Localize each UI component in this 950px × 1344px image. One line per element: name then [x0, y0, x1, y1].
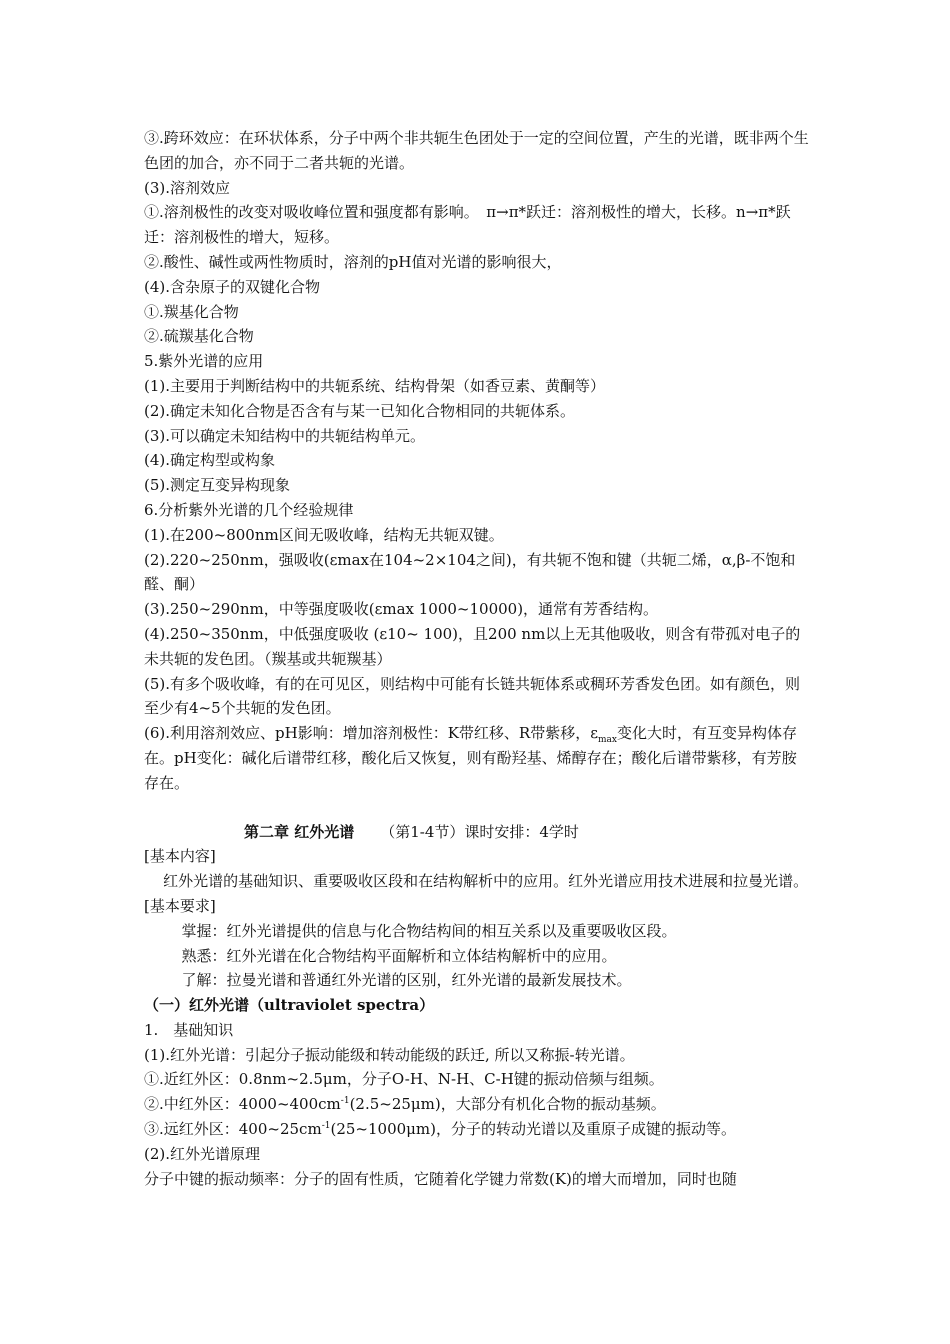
list-item — [144, 721, 810, 795]
requirement-item: 掌握：红外光谱提供的信息与化合物结构间的相互关系以及重要吸收区段。 — [181, 921, 677, 940]
list-item: (2).确定未知化合物是否含有与某一已知化合物相同的共轭体系。 — [144, 401, 576, 420]
requirement-item: 了解：拉曼光谱和普通红外光谱的区别，红外光谱的最新发展技术。 — [181, 971, 632, 990]
subheading: 6.分析紫外光谱的几个经验规律 — [144, 500, 354, 519]
text-run: (2.5~25μm)，大部分有机化合物的振动基频。 — [349, 1095, 666, 1114]
text-run: ②.中红外区：4000~400cm — [144, 1095, 341, 1114]
chapter-title: 第二章 红外光谱 — [244, 822, 355, 841]
list-item: ①.羰基化合物 — [144, 302, 239, 321]
list-item: (1).主要用于判断结构中的共轭系统、结构骨架（如香豆素、黄酮等） — [144, 376, 606, 395]
subheading: 5.紫外光谱的应用 — [144, 352, 264, 371]
chapter-meta: （第1-4节）课时安排：4学时 — [380, 822, 579, 841]
list-item: (2).220~250nm，强吸收(εmax在104~2×104之间)，有共轭不饱和键（共轭二烯，α,β-不饱和醛、酮） — [144, 550, 796, 594]
text-run: (6).利用溶剂效应、pH影响：增加溶剂极性：K带红移、R带紫移，ε — [144, 724, 598, 743]
text-run: (25~1000μm)，分子的转动光谱以及重原子成键的振动等。 — [330, 1120, 736, 1139]
list-item: (3).250~290nm，中等强度吸收(εmax 1000~10000)，通常有芳香结构。 — [144, 600, 659, 619]
list-item: (4).250~350nm，中低强度吸收 (ε10~ 100)，且200 nm以上无其他吸收，则含有带孤对电子的未共轭的发色团。（羰基或共轭羰基） — [144, 624, 801, 668]
paragraph: (1).红外光谱：引起分子振动能级和转动能级的跃迁, 所以又称振-转光谱。 — [144, 1045, 635, 1064]
list-item — [144, 1092, 810, 1117]
requirement-item: 熟悉：红外光谱在化合物结构平面解析和立体结构解析中的应用。 — [181, 946, 617, 965]
list-item: (1).在200~800nm区间无吸收峰，结构无共轭双键。 — [144, 525, 504, 544]
subheading: (3).溶剂效应 — [144, 178, 231, 197]
text-run: ③.远红外区：400~25cm — [144, 1120, 322, 1139]
subheading: 1. 基础知识 — [144, 1020, 234, 1039]
list-item: (5).测定互变异构现象 — [144, 476, 291, 495]
superscript: -1 — [321, 1121, 331, 1132]
subscript: max — [597, 735, 617, 746]
section-label: [基本要求] — [144, 896, 216, 915]
list-item: ②.硫羰基化合物 — [144, 327, 254, 346]
list-item: (3).可以确定未知结构中的共轭结构单元。 — [144, 426, 426, 445]
paragraph: 红外光谱的基础知识、重要吸收区段和在结构解析中的应用。红外光谱应用技术进展和拉曼光谱。 — [163, 872, 809, 891]
list-item: (4).确定构型或构象 — [144, 451, 276, 470]
paragraph: ③.跨环效应：在环状体系，分子中两个非共轭生色团处于一定的空间位置，产生的光谱，既非两个生色团的加合，亦不同于二者共轭的光谱。 — [144, 129, 809, 172]
spacer — [144, 796, 810, 820]
paragraph: 分子中键的振动频率：分子的固有性质，它随着化学键力常数(K)的增大而增加，同时也随 — [144, 1169, 737, 1188]
subheading: (4).含杂原子的双键化合物 — [144, 277, 321, 296]
text-run: 变化大时，有互变异构体存在。pH变化：碱化后谱带红移，酸化后又恢复，则有酚羟基、烯醇存在；酸化后谱带紫移，有芳胺存在。 — [144, 724, 797, 792]
section-heading: （一）红外光谱（ultraviolet spectra） — [144, 996, 435, 1015]
subheading: (2).红外光谱原理 — [144, 1144, 261, 1163]
paragraph: ②.酸性、碱性或两性物质时，溶剂的pH值对光谱的影响很大， — [144, 252, 562, 271]
list-item: (5).有多个吸收峰，有的在可见区，则结构中可能有长链共轭体系或稠环芳香发色团。如有颜色，则至少有4~5个共轭的发色团。 — [144, 674, 801, 718]
document-page — [144, 126, 810, 1191]
list-item — [144, 1117, 810, 1142]
section-label: [基本内容] — [144, 847, 216, 866]
list-item: ①.近红外区：0.8nm~2.5μm，分子O-H、N-H、C-H键的振动倍频与组频。 — [144, 1070, 664, 1089]
paragraph: ①.溶剂极性的改变对吸收峰位置和强度都有影响。 π→π*跃迁：溶剂极性的增大，长移。n→π*跃迁：溶剂极性的增大，短移。 — [144, 203, 791, 247]
chapter-heading — [144, 820, 810, 845]
superscript: -1 — [340, 1096, 350, 1107]
